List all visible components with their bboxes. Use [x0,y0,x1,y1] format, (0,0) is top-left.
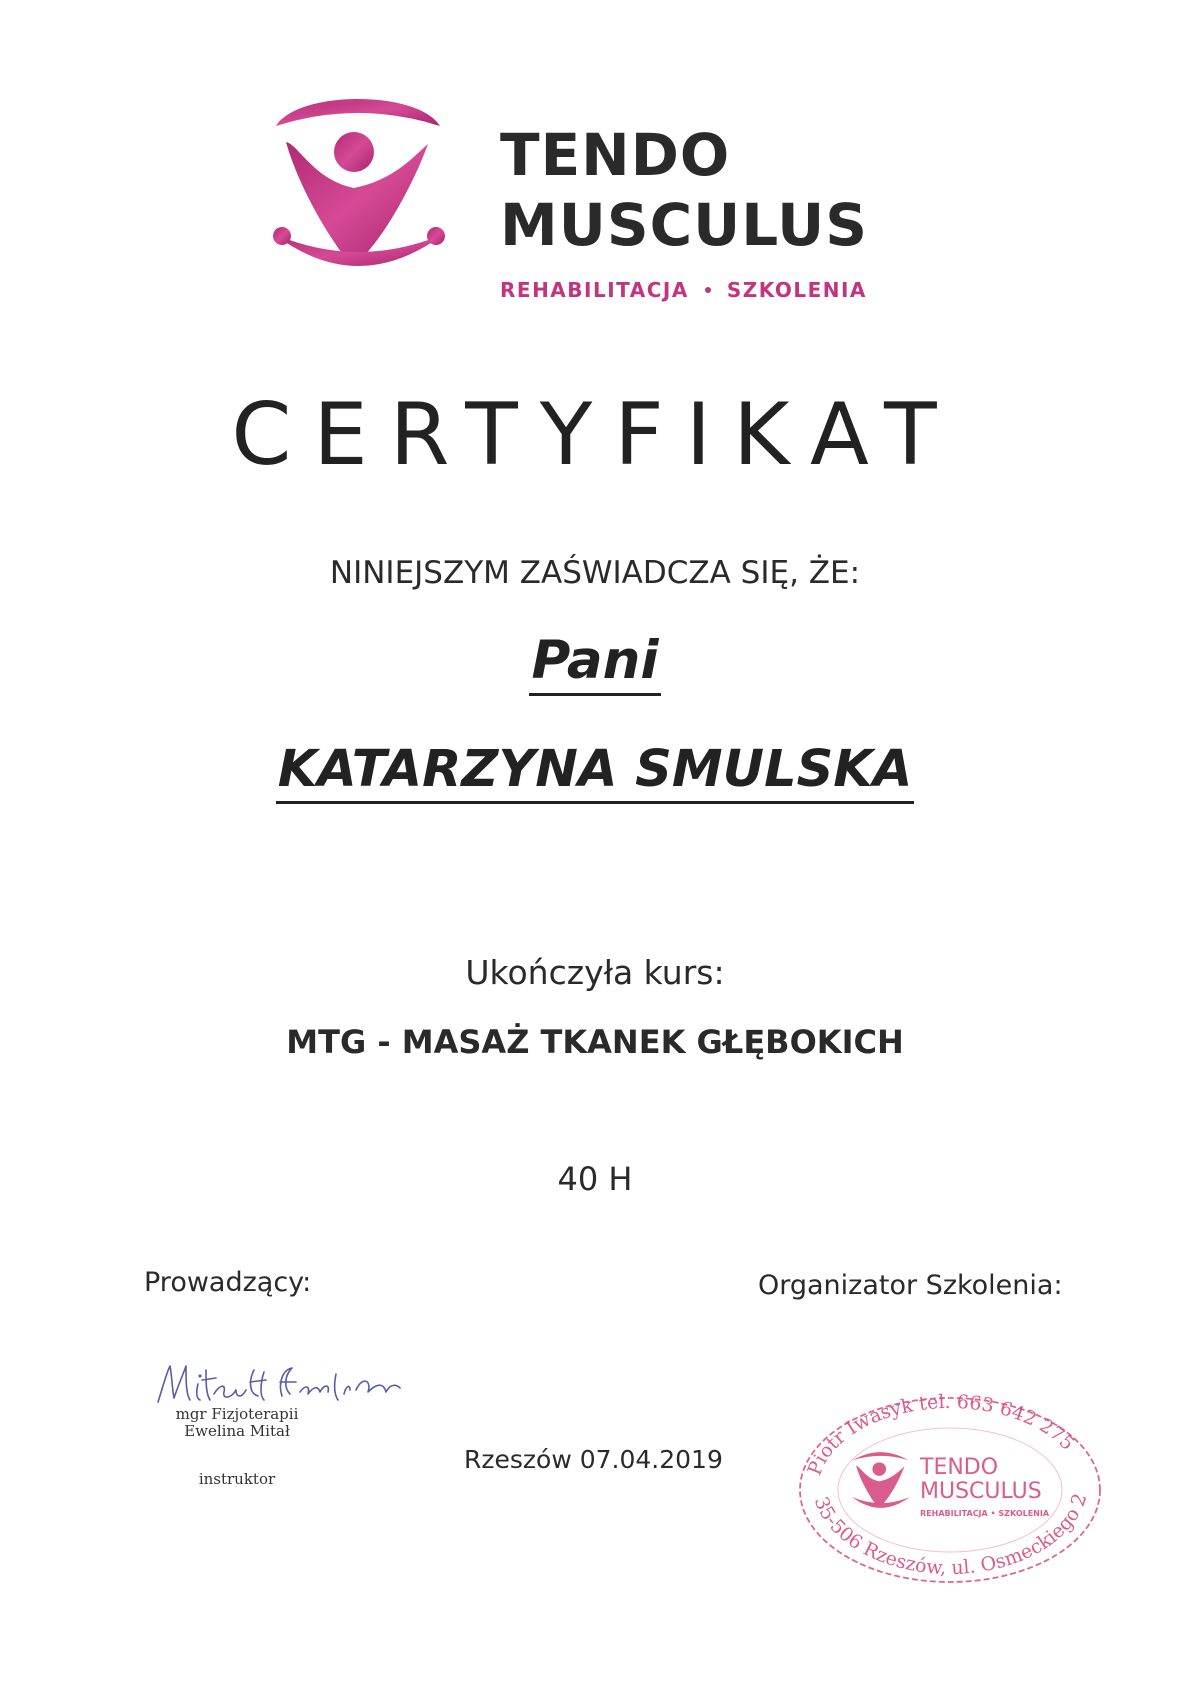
stamp-line2: MUSCULUS [920,1479,1042,1504]
instructor-details [152,1406,322,1440]
logo-wordmark-line1: TENDO [500,121,731,189]
brand-logo [268,84,928,314]
svg-text:35-506 Rzeszów, ul. Osmeckiego [810,1491,1092,1579]
stamp-line1: TENDO [920,1455,999,1480]
tendo-musculus-logo-icon [268,84,448,294]
logo-tagline [500,278,867,302]
instructor-title: mgr Fizjoterapii [175,1405,299,1423]
company-stamp-icon [790,1390,1110,1590]
stamp-bottom-text: 35-506 Rzeszów, ul. Osmeckiego 2 [809,1490,1092,1580]
course-name: MTG - MASAŻ TKANEK GŁĘBOKICH [286,1023,904,1061]
course-label: Ukończyła kurs: [465,953,725,992]
course-hours: 40 H [557,1160,633,1198]
organizer-label: Organizator Szkolenia: [758,1270,1063,1301]
stamp-tagline: REHABILITACJA • SZKOLENIA [920,1509,1050,1518]
logo-wordmark-line2: MUSCULUS [500,191,869,259]
certificate-title: CERTYFIKAT [231,385,959,485]
certificate-intro: NINIEJSZYM ZAŚWIADCZA SIĘ, ŻE: [329,555,861,591]
stamp-logo-icon [852,1452,910,1508]
lead-label: Prowadzący: [144,1267,312,1298]
recipient-name: KATARZYNA SMULSKA [276,740,915,804]
logo-tagline-left: REHABILITACJA [500,278,689,302]
salutation-wrapper [0,630,1190,691]
bullet-dot-icon [705,287,711,293]
instructor-name: Ewelina Mitał [184,1422,290,1440]
recipient-wrapper [0,740,1190,799]
logo-tagline-right: SZKOLENIA [726,278,867,302]
place-and-date: Rzeszów 07.04.2019 [464,1445,723,1474]
salutation: Pani [529,630,660,696]
stamp-top-text: Piotr Iwasyk tel. 663 642 275 [803,1390,1079,1479]
instructor-role: instruktor [198,1470,276,1488]
